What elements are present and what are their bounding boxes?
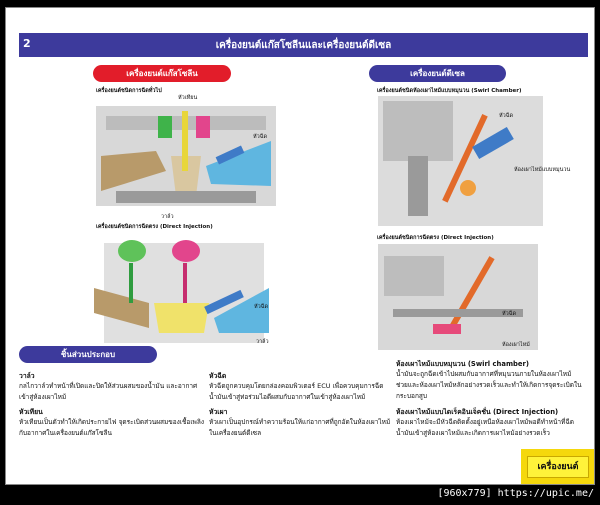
- injector-title: หัวฉีด: [209, 372, 227, 380]
- injector-label-1: หัวฉีด: [253, 134, 268, 140]
- valve-label-1: วาล์ว: [161, 214, 174, 220]
- page-title: เครื่องยนต์แก๊สโซลีนและเครื่องยนต์ดีเซล: [215, 40, 392, 51]
- glow-plug-line-2: ในเครื่องยนต์ดีเซล: [209, 429, 262, 437]
- valve-line-1: กลไกวาล์วทำหน้าที่เปิดและปิดให้ส่วนผสมของน้ำมัน และอากาศ: [19, 382, 198, 390]
- page-number: 2: [23, 37, 31, 50]
- spark-plug-label: หัวเทียน: [178, 95, 198, 101]
- direct-injection-title: ห้องเผาไหม้แบบไดเร็คอินเจ็คชั่น (Direct Injection): [396, 408, 559, 416]
- injector-label-2: หัวฉีด: [254, 304, 269, 310]
- swirl-chamber-title: ห้องเผาไหม้แบบหมุนวน (Swirl chamber): [396, 360, 529, 368]
- spark-plug-line-2: กับอากาศในเครื่องยนต์แก๊สโซลีน: [19, 429, 112, 437]
- glow-plug-line-1: หัวเผาเป็นอุปกรณ์ทำความร้อนให้แก่อากาศที่ถูกอัดในห้องเผาไหม้: [209, 418, 391, 426]
- diesel-heading: เครื่องยนต์ดีเซล: [369, 65, 506, 82]
- section-tab: [521, 449, 595, 485]
- gasoline-heading: เครื่องยนต์แก๊สโซลีน: [93, 65, 231, 82]
- swirl-line-2: ช่วยและห้องเผาไหม้หลักอย่างรวดเร็วและทำให้เกิดการจุดระเบิดใน: [396, 381, 582, 389]
- components-heading: ชิ้นส่วนประกอบ: [19, 346, 157, 363]
- swirl-line-1: น้ำมันจะถูกฉีดเข้าไปผสมกับอากาศที่หมุนวนภายในห้องเผาไหม้: [396, 370, 572, 378]
- valve-line-2: เข้าสู่ห้องเผาไหม้: [19, 393, 67, 401]
- injector-line-2: น้ำมันเข้าสู่ท่อร่วมไอดีผสมกับอากาศในเข้าสู่ห้องเผาไหม้: [209, 393, 366, 401]
- valve-title: วาล์ว: [19, 372, 35, 380]
- swirl-chamber-label: ห้องเผาไหม้แบบหมุนวน: [514, 167, 571, 173]
- port-injection-engine-diagram: [96, 96, 276, 211]
- watermark-text: [960x779] https://upic.me/: [437, 488, 594, 499]
- direct-line-1: ห้องเผาไหม้จะมีหัวฉีดติดตั้งอยู่เหนือห้องเผาไหม้พอดีทำหน้าที่ฉีด: [396, 418, 574, 426]
- spark-plug-line-1: หัวเทียนเป็นตัวทำให้เกิดประกายไฟ จุดระเบิดส่วนผสมของเชื้อเพลิง: [19, 418, 204, 426]
- swirl-line-3: กระบอกสูบ: [396, 392, 427, 400]
- diesel-injector-label-2: หัวฉีด: [502, 311, 517, 317]
- valve-label-2: วาล์ว: [256, 339, 269, 345]
- spark-plug-title: หัวเทียน: [19, 408, 43, 416]
- gasoline-fig1-caption: เครื่องยนต์ชนิดการฉีดทั่วไป: [96, 88, 162, 94]
- direct-line-2: น้ำมันเข้าสู่ห้องเผาไหม้และเกิดการเผาไหม้อย่างรวดเร็ว: [396, 429, 550, 437]
- diesel-direct-injection-diagram: [378, 244, 538, 350]
- section-tab-label: เครื่องยนต์: [527, 456, 589, 478]
- gasoline-direct-injection-diagram: [94, 233, 274, 348]
- diesel-fig2-caption: เครื่องยนต์ชนิดการฉีดตรง (Direct Injection): [377, 235, 494, 241]
- diesel-injector-label-1: หัวฉีด: [499, 113, 514, 119]
- combustion-chamber-label: ห้องเผาไหม้: [502, 342, 530, 348]
- glow-plug-title: หัวเผา: [209, 408, 228, 416]
- diesel-fig1-caption: เครื่องยนต์ชนิดห้องเผาไหม้แบบหมุนวน (Swirl Chamber): [377, 88, 522, 94]
- document-page: [5, 7, 595, 485]
- swirl-chamber-engine-diagram: [378, 96, 543, 226]
- injector-line-1: หัวฉีดถูกควบคุมโดยกล่องคอมพิวเตอร์ ECU เพื่อควบคุมการฉีด: [209, 382, 384, 390]
- page-header: [19, 33, 588, 57]
- gasoline-fig2-caption: เครื่องยนต์ชนิดการฉีดตรง (Direct Injection): [96, 224, 213, 230]
